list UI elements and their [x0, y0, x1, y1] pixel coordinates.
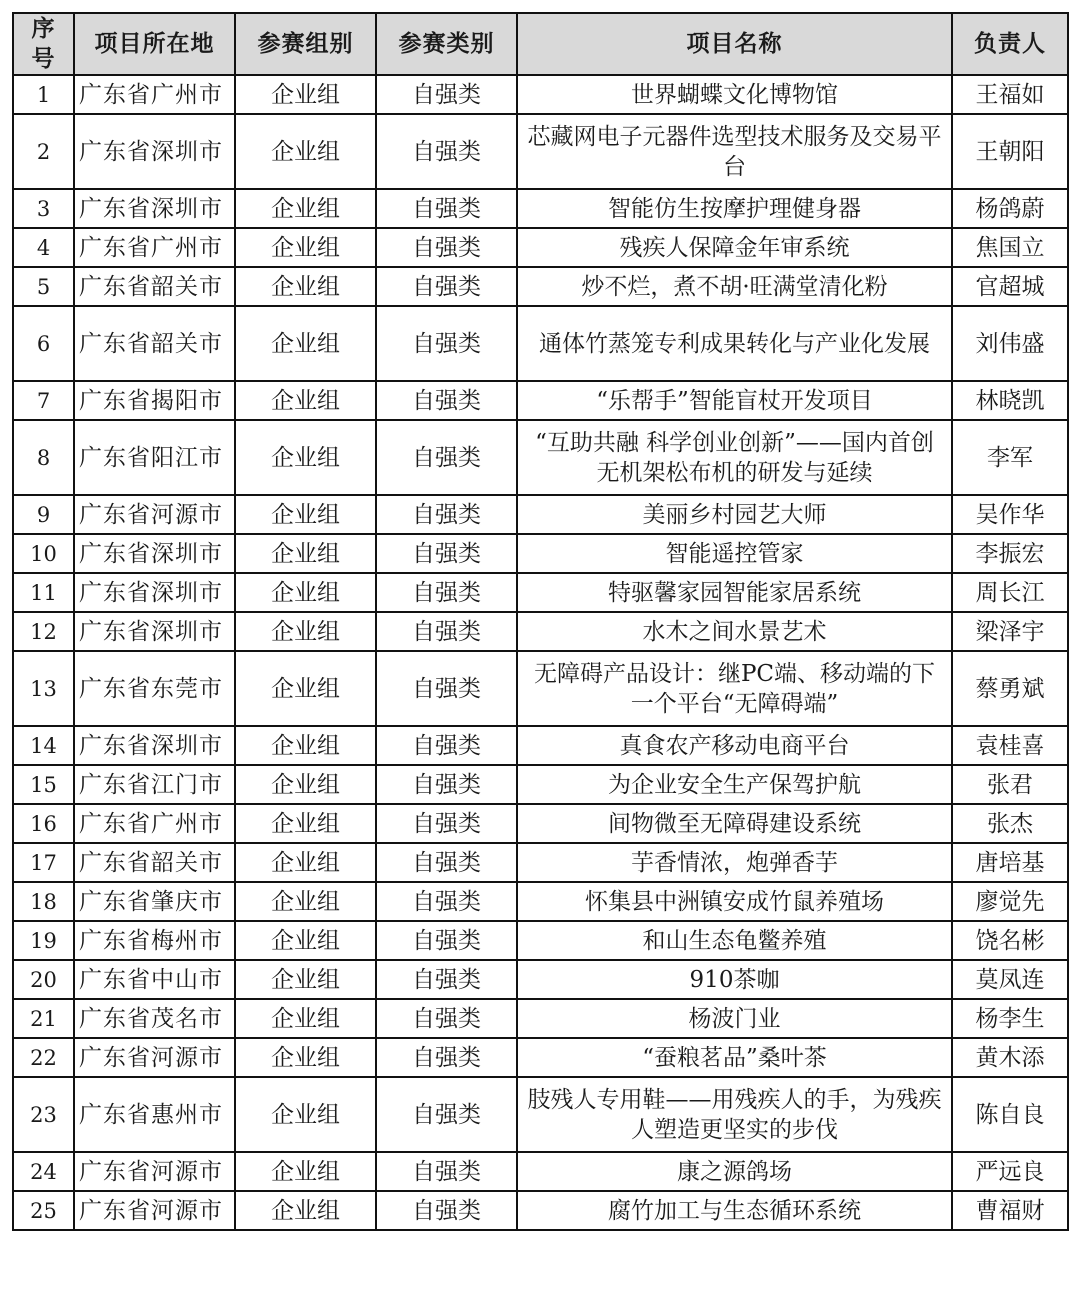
cell-category: 自强类: [376, 534, 517, 573]
table-row: [13, 420, 1068, 495]
cell-group: 企业组: [235, 495, 376, 534]
cell-group: 企业组: [235, 651, 376, 726]
cell-project-name: 智能仿生按摩护理健身器: [517, 189, 952, 228]
cell-project-name: 间物微至无障碍建设系统: [517, 804, 952, 843]
cell-group: 企业组: [235, 381, 376, 420]
cell-project-name: “互助共融 科学创业创新”——国内首创无机架松布机的研发与延续: [517, 420, 952, 495]
cell-leader: 严远良: [952, 1152, 1068, 1191]
cell-seq: 5: [13, 267, 74, 306]
cell-seq: 10: [13, 534, 74, 573]
cell-location: 广东省惠州市: [74, 1077, 235, 1152]
cell-location: 广东省河源市: [74, 1191, 235, 1230]
cell-seq: 23: [13, 1077, 74, 1152]
cell-group: 企业组: [235, 999, 376, 1038]
cell-leader: 曹福财: [952, 1191, 1068, 1230]
cell-seq: 6: [13, 306, 74, 381]
table-row: [13, 114, 1068, 189]
project-table: [12, 12, 1069, 1231]
cell-location: 广东省深圳市: [74, 726, 235, 765]
table-row: [13, 843, 1068, 882]
table-row: [13, 189, 1068, 228]
cell-location: 广东省河源市: [74, 495, 235, 534]
table-row: [13, 228, 1068, 267]
cell-project-name: 残疾人保障金年审系统: [517, 228, 952, 267]
cell-seq: 25: [13, 1191, 74, 1230]
cell-seq: 14: [13, 726, 74, 765]
cell-seq: 16: [13, 804, 74, 843]
table-row: [13, 804, 1068, 843]
cell-category: 自强类: [376, 381, 517, 420]
cell-group: 企业组: [235, 726, 376, 765]
cell-project-name: 无障碍产品设计：继PC端、移动端的下一个平台“无障碍端”: [517, 651, 952, 726]
cell-leader: 张君: [952, 765, 1068, 804]
table-row: [13, 921, 1068, 960]
cell-leader: 林晓凯: [952, 381, 1068, 420]
cell-category: 自强类: [376, 804, 517, 843]
cell-leader: 王福如: [952, 75, 1068, 114]
cell-seq: 17: [13, 843, 74, 882]
table-row: [13, 960, 1068, 999]
table-row: [13, 612, 1068, 651]
cell-category: 自强类: [376, 726, 517, 765]
cell-category: 自强类: [376, 1191, 517, 1230]
cell-group: 企业组: [235, 573, 376, 612]
cell-category: 自强类: [376, 1077, 517, 1152]
table-row: [13, 75, 1068, 114]
cell-leader: 莫凤连: [952, 960, 1068, 999]
cell-leader: 周长江: [952, 573, 1068, 612]
cell-category: 自强类: [376, 306, 517, 381]
cell-category: 自强类: [376, 114, 517, 189]
table-body: [13, 75, 1068, 1230]
cell-project-name: 怀集县中洲镇安成竹鼠养殖场: [517, 882, 952, 921]
cell-category: 自强类: [376, 189, 517, 228]
cell-group: 企业组: [235, 960, 376, 999]
cell-category: 自强类: [376, 495, 517, 534]
cell-group: 企业组: [235, 228, 376, 267]
cell-category: 自强类: [376, 228, 517, 267]
cell-leader: 陈自良: [952, 1077, 1068, 1152]
cell-location: 广东省深圳市: [74, 573, 235, 612]
cell-location: 广东省深圳市: [74, 114, 235, 189]
cell-group: 企业组: [235, 804, 376, 843]
cell-group: 企业组: [235, 534, 376, 573]
cell-project-name: “乐帮手”智能盲杖开发项目: [517, 381, 952, 420]
cell-group: 企业组: [235, 1038, 376, 1077]
cell-category: 自强类: [376, 999, 517, 1038]
cell-group: 企业组: [235, 882, 376, 921]
table-header-row: [13, 13, 1068, 75]
table-row: [13, 651, 1068, 726]
cell-project-name: 康之源鸽场: [517, 1152, 952, 1191]
cell-location: 广东省深圳市: [74, 612, 235, 651]
header-group: 参赛组别: [235, 13, 376, 75]
cell-project-name: 芯藏网电子元器件选型技术服务及交易平台: [517, 114, 952, 189]
cell-group: 企业组: [235, 1191, 376, 1230]
cell-location: 广东省深圳市: [74, 189, 235, 228]
cell-group: 企业组: [235, 189, 376, 228]
cell-seq: 13: [13, 651, 74, 726]
cell-leader: 李军: [952, 420, 1068, 495]
cell-location: 广东省河源市: [74, 1038, 235, 1077]
cell-location: 广东省阳江市: [74, 420, 235, 495]
table-row: [13, 534, 1068, 573]
cell-leader: 焦国立: [952, 228, 1068, 267]
cell-location: 广东省中山市: [74, 960, 235, 999]
table-row: [13, 1191, 1068, 1230]
cell-seq: 8: [13, 420, 74, 495]
cell-category: 自强类: [376, 573, 517, 612]
cell-location: 广东省茂名市: [74, 999, 235, 1038]
cell-leader: 刘伟盛: [952, 306, 1068, 381]
cell-leader: 饶名彬: [952, 921, 1068, 960]
cell-group: 企业组: [235, 612, 376, 651]
header-project-name: 项目名称: [517, 13, 952, 75]
cell-location: 广东省深圳市: [74, 534, 235, 573]
cell-leader: 杨鸽蔚: [952, 189, 1068, 228]
header-category: 参赛类别: [376, 13, 517, 75]
cell-location: 广东省江门市: [74, 765, 235, 804]
cell-seq: 22: [13, 1038, 74, 1077]
cell-seq: 4: [13, 228, 74, 267]
cell-leader: 袁桂喜: [952, 726, 1068, 765]
table-row: [13, 267, 1068, 306]
table-row: [13, 381, 1068, 420]
table-row: [13, 1038, 1068, 1077]
cell-leader: 王朝阳: [952, 114, 1068, 189]
cell-category: 自强类: [376, 921, 517, 960]
cell-category: 自强类: [376, 1038, 517, 1077]
table-row: [13, 1077, 1068, 1152]
cell-seq: 7: [13, 381, 74, 420]
cell-project-name: 特驱馨家园智能家居系统: [517, 573, 952, 612]
table-row: [13, 882, 1068, 921]
table-row: [13, 495, 1068, 534]
cell-group: 企业组: [235, 843, 376, 882]
cell-category: 自强类: [376, 843, 517, 882]
table-row: [13, 1152, 1068, 1191]
cell-leader: 杨李生: [952, 999, 1068, 1038]
cell-project-name: 炒不烂，煮不胡·旺满堂清化粉: [517, 267, 952, 306]
cell-group: 企业组: [235, 306, 376, 381]
cell-category: 自强类: [376, 75, 517, 114]
cell-location: 广东省韶关市: [74, 267, 235, 306]
cell-project-name: 智能遥控管家: [517, 534, 952, 573]
cell-category: 自强类: [376, 960, 517, 999]
cell-project-name: “蚕粮茗品”桑叶茶: [517, 1038, 952, 1077]
cell-location: 广东省广州市: [74, 804, 235, 843]
cell-group: 企业组: [235, 267, 376, 306]
cell-seq: 15: [13, 765, 74, 804]
cell-project-name: 杨波门业: [517, 999, 952, 1038]
cell-location: 广东省肇庆市: [74, 882, 235, 921]
cell-project-name: 通体竹蒸笼专利成果转化与产业化发展: [517, 306, 952, 381]
cell-location: 广东省韶关市: [74, 843, 235, 882]
header-leader: 负责人: [952, 13, 1068, 75]
cell-project-name: 和山生态龟鳖养殖: [517, 921, 952, 960]
cell-location: 广东省揭阳市: [74, 381, 235, 420]
cell-category: 自强类: [376, 420, 517, 495]
cell-leader: 梁泽宇: [952, 612, 1068, 651]
cell-seq: 24: [13, 1152, 74, 1191]
cell-location: 广东省梅州市: [74, 921, 235, 960]
cell-project-name: 腐竹加工与生态循环系统: [517, 1191, 952, 1230]
cell-group: 企业组: [235, 921, 376, 960]
cell-group: 企业组: [235, 1152, 376, 1191]
cell-location: 广东省河源市: [74, 1152, 235, 1191]
header-seq: 序号: [13, 13, 74, 75]
cell-project-name: 水木之间水景艺术: [517, 612, 952, 651]
cell-group: 企业组: [235, 75, 376, 114]
table-row: [13, 573, 1068, 612]
cell-seq: 1: [13, 75, 74, 114]
cell-group: 企业组: [235, 765, 376, 804]
table-row: [13, 726, 1068, 765]
cell-seq: 12: [13, 612, 74, 651]
table-row: [13, 306, 1068, 381]
cell-leader: 廖觉先: [952, 882, 1068, 921]
cell-location: 广东省韶关市: [74, 306, 235, 381]
cell-location: 广东省广州市: [74, 75, 235, 114]
cell-location: 广东省广州市: [74, 228, 235, 267]
cell-group: 企业组: [235, 1077, 376, 1152]
cell-category: 自强类: [376, 1152, 517, 1191]
cell-seq: 9: [13, 495, 74, 534]
cell-group: 企业组: [235, 114, 376, 189]
cell-project-name: 芋香情浓，炮弹香芋: [517, 843, 952, 882]
cell-leader: 蔡勇斌: [952, 651, 1068, 726]
cell-leader: 张杰: [952, 804, 1068, 843]
cell-leader: 李振宏: [952, 534, 1068, 573]
cell-category: 自强类: [376, 612, 517, 651]
cell-leader: 唐培基: [952, 843, 1068, 882]
cell-category: 自强类: [376, 651, 517, 726]
table-row: [13, 999, 1068, 1038]
project-list-sheet: [12, 12, 1069, 1231]
cell-seq: 19: [13, 921, 74, 960]
cell-category: 自强类: [376, 267, 517, 306]
cell-location: 广东省东莞市: [74, 651, 235, 726]
cell-seq: 18: [13, 882, 74, 921]
cell-leader: 吴作华: [952, 495, 1068, 534]
cell-project-name: 世界蝴蝶文化博物馆: [517, 75, 952, 114]
cell-seq: 20: [13, 960, 74, 999]
cell-seq: 21: [13, 999, 74, 1038]
table-row: [13, 765, 1068, 804]
cell-project-name: 肢残人专用鞋——用残疾人的手，为残疾人塑造更坚实的步伐: [517, 1077, 952, 1152]
cell-project-name: 真食农产移动电商平台: [517, 726, 952, 765]
cell-leader: 官超城: [952, 267, 1068, 306]
cell-seq: 2: [13, 114, 74, 189]
header-location: 项目所在地: [74, 13, 235, 75]
cell-leader: 黄木添: [952, 1038, 1068, 1077]
cell-seq: 11: [13, 573, 74, 612]
cell-seq: 3: [13, 189, 74, 228]
cell-project-name: 美丽乡村园艺大师: [517, 495, 952, 534]
cell-category: 自强类: [376, 765, 517, 804]
cell-category: 自强类: [376, 882, 517, 921]
cell-project-name: 910茶咖: [517, 960, 952, 999]
cell-group: 企业组: [235, 420, 376, 495]
cell-project-name: 为企业安全生产保驾护航: [517, 765, 952, 804]
